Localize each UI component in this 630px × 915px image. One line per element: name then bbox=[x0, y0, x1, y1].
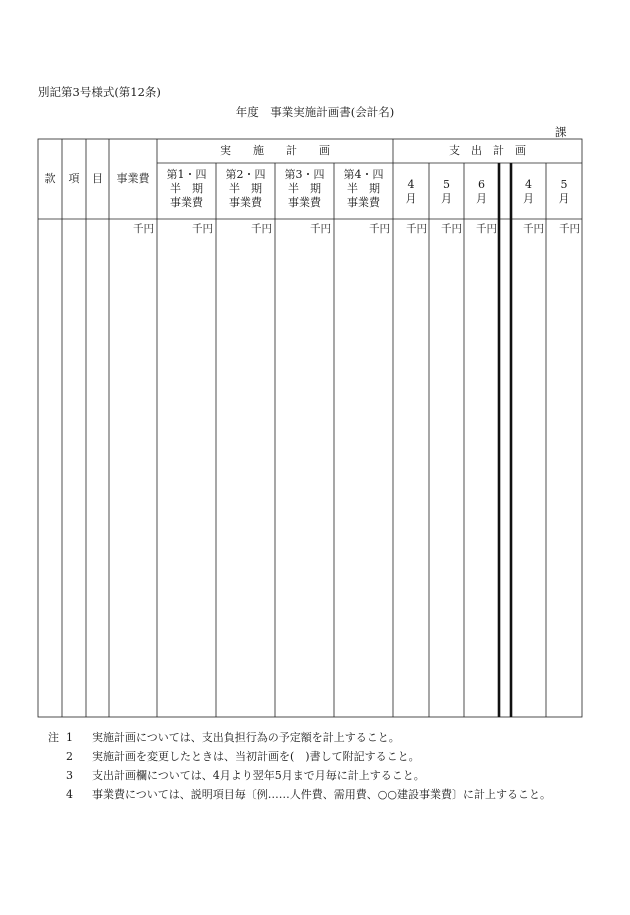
header-quarter-1: 第1・四 半 期 事業費 bbox=[166, 168, 207, 209]
note-item: 4 事業費については、説明項目毎〔例……人件費、需用費、○○建設事業費〕に計上すること。 bbox=[66, 788, 551, 801]
notes-section bbox=[48, 728, 551, 804]
header-jisshi-keikaku: 実 施 計 画 bbox=[220, 144, 330, 157]
form-reference: 別記第3号様式(第12条) bbox=[38, 85, 161, 99]
header-month-apr-next: 4 月 bbox=[523, 178, 534, 205]
header-quarter-3: 第3・四 半 期 事業費 bbox=[284, 168, 325, 209]
header-month-jun: 6 月 bbox=[476, 178, 487, 205]
header-month-may-next: 5 月 bbox=[558, 178, 570, 205]
header-jigyouhi: 事業費 bbox=[116, 172, 150, 185]
header-kan: 款 bbox=[44, 172, 56, 185]
unit-quarter-3: 千円 bbox=[310, 223, 331, 235]
unit-month-apr: 千円 bbox=[406, 223, 427, 235]
department-suffix: 課 bbox=[555, 125, 567, 139]
header-month-may: 5 月 bbox=[441, 178, 452, 205]
header-shishutsu-keikaku: 支 出 計 画 bbox=[449, 144, 526, 157]
header-month-apr: 4 月 bbox=[405, 178, 417, 205]
header-quarter-2: 第2・四 半 期 事業費 bbox=[225, 168, 266, 209]
note-item: 3 支出計画欄については、4月より翌年5月まで月毎に計上すること。 bbox=[66, 769, 425, 782]
notes-lead: 注 bbox=[48, 731, 59, 744]
note-item: 2 実施計画を変更したときは、当初計画を( )書して附記すること。 bbox=[66, 750, 420, 763]
unit-quarter-2: 千円 bbox=[251, 223, 272, 235]
header-kou: 項 bbox=[68, 172, 80, 185]
header-quarter-4: 第4・四 半 期 事業費 bbox=[343, 168, 384, 209]
unit-quarter-4: 千円 bbox=[369, 223, 390, 235]
note-item: 注 1 実施計画については、支出負担行為の予定額を計上すること。 bbox=[48, 728, 551, 747]
unit-month-may-next: 千円 bbox=[559, 223, 580, 235]
unit-jigyouhi: 千円 bbox=[133, 223, 154, 235]
unit-month-may: 千円 bbox=[441, 223, 462, 235]
header-moku: 目 bbox=[92, 172, 103, 185]
unit-month-apr-next: 千円 bbox=[523, 223, 544, 235]
unit-month-jun: 千円 bbox=[476, 223, 497, 235]
document-title: 年度 事業実施計画書(会計名) bbox=[235, 105, 395, 119]
unit-quarter-1: 千円 bbox=[192, 223, 213, 235]
